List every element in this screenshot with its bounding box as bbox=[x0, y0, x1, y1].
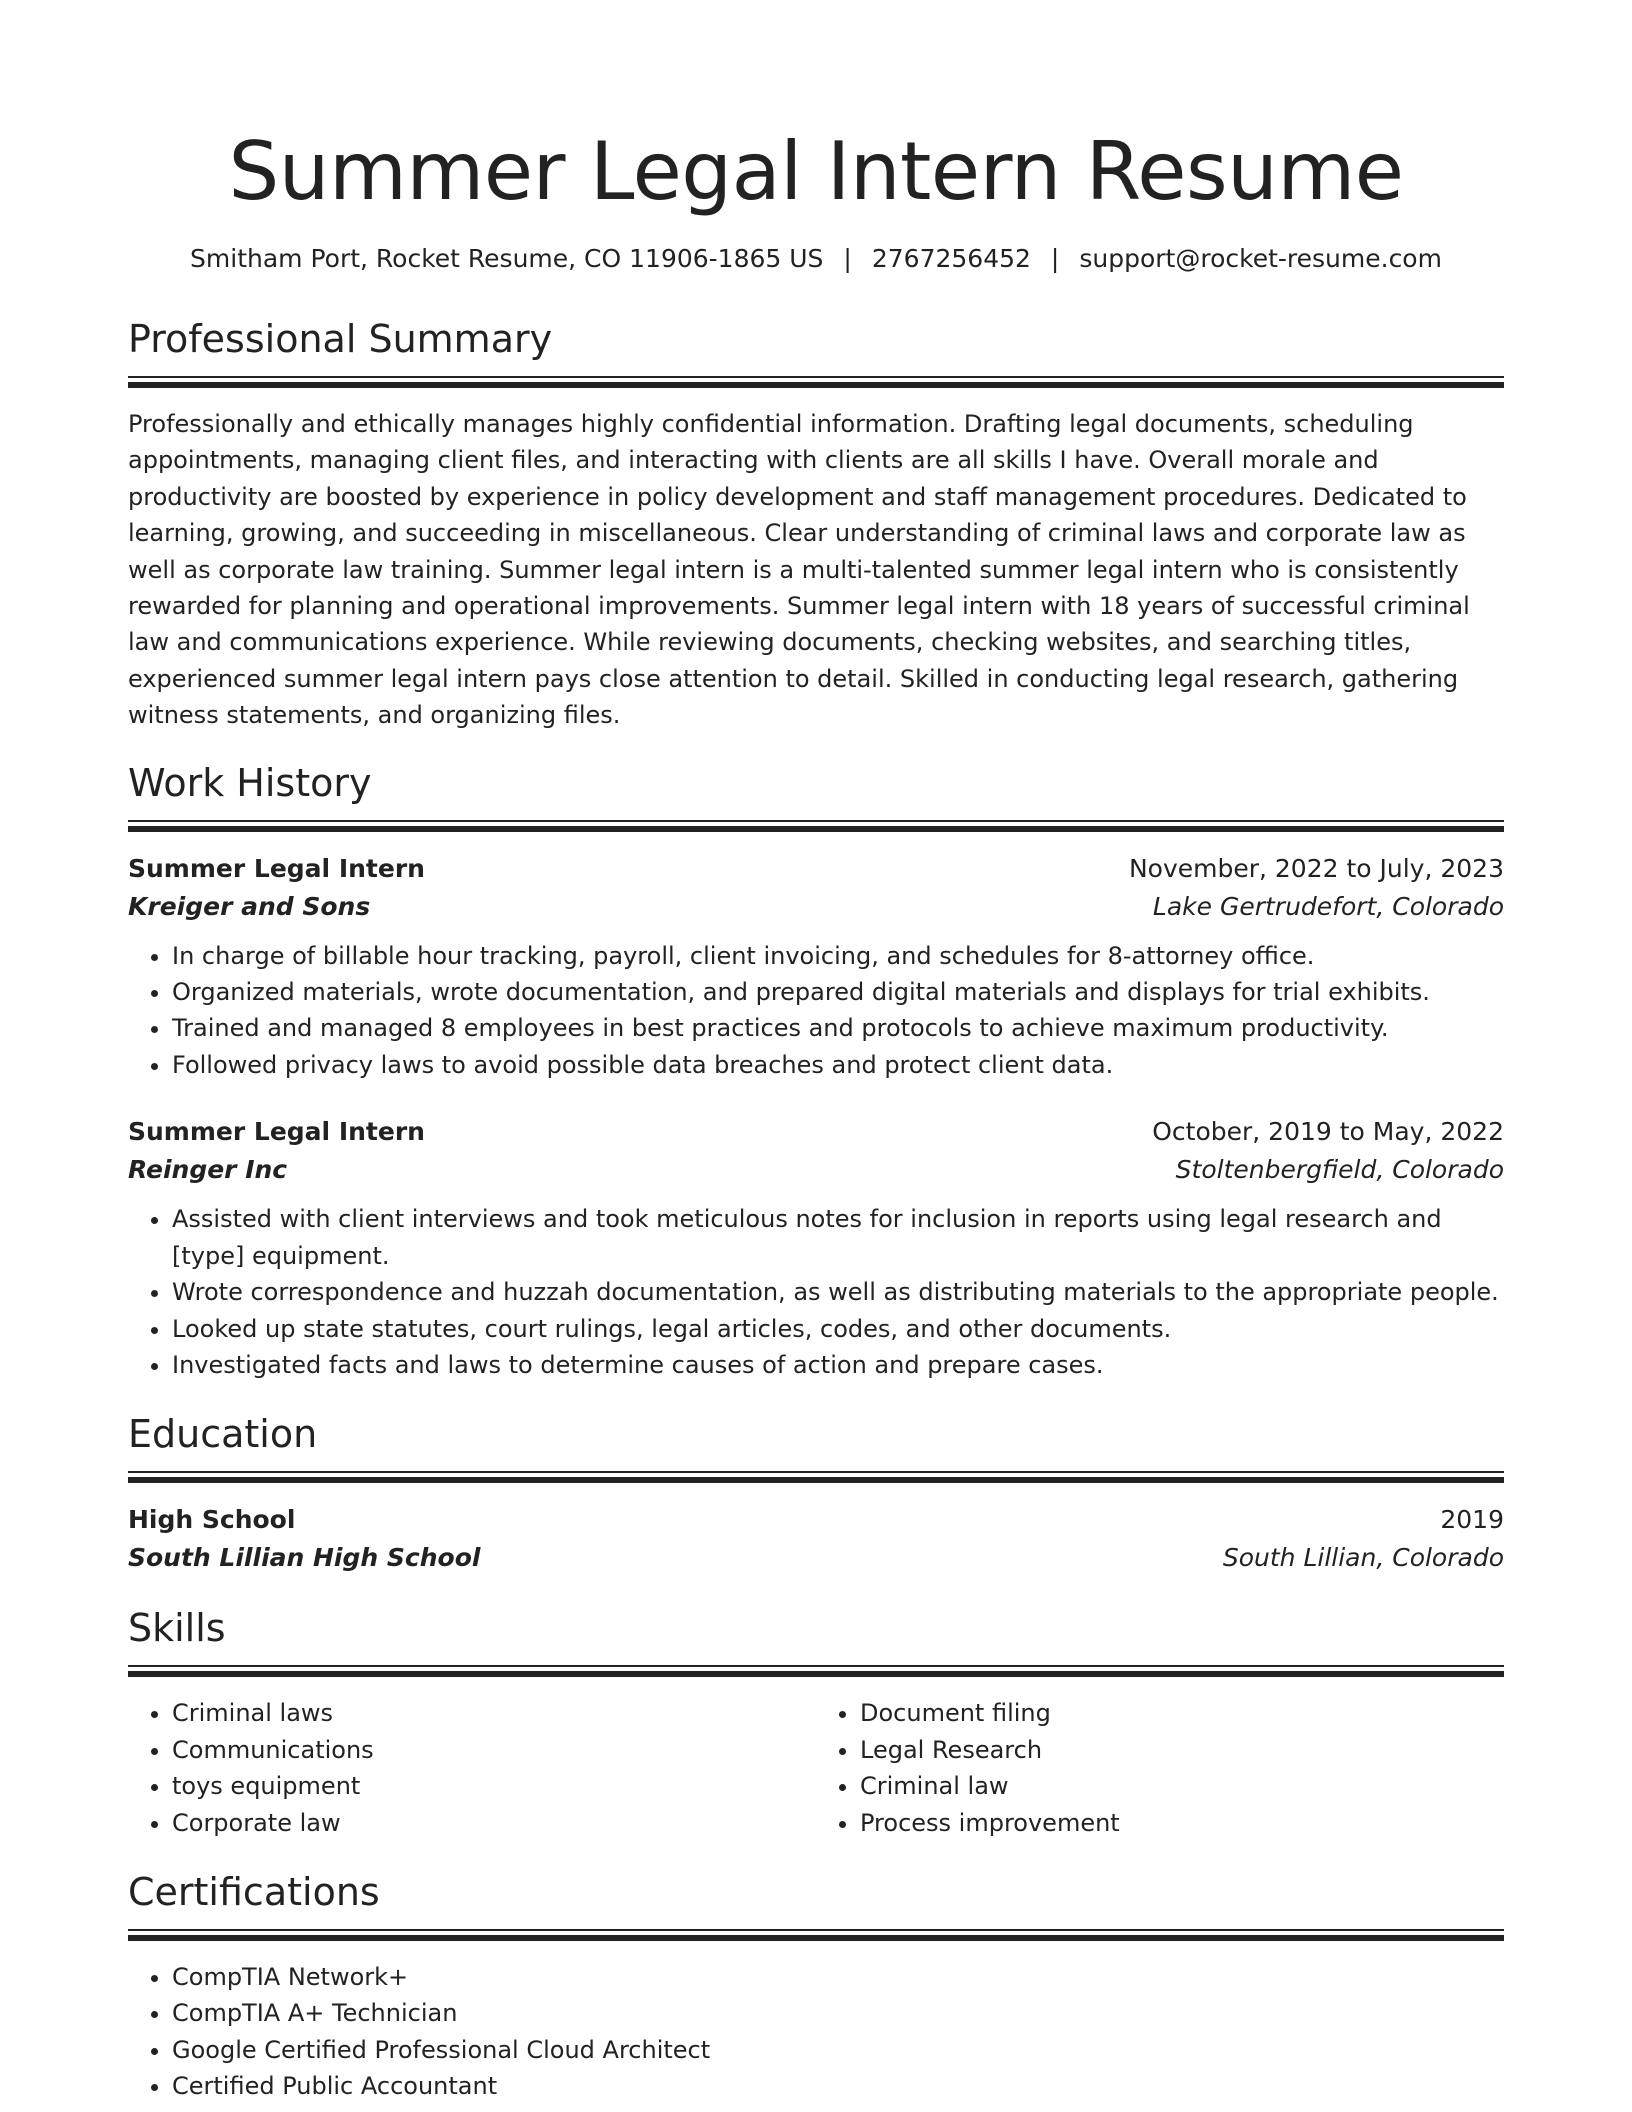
job-location: Lake Gertrudefort, Colorado bbox=[1152, 891, 1504, 921]
job-entry bbox=[128, 850, 1504, 1084]
job-bullets bbox=[128, 938, 1504, 1084]
education-year: 2019 bbox=[1440, 1505, 1504, 1535]
job-bullet: • Followed privacy laws to avoid possible data breaches and protect client data. bbox=[172, 1047, 1504, 1083]
certifications-section bbox=[128, 1869, 1504, 2105]
skills-list-left bbox=[128, 1695, 816, 1841]
skills-section bbox=[128, 1605, 1504, 1841]
job-title: Summer Legal Intern bbox=[128, 1117, 425, 1147]
skill-item: • Legal Research bbox=[860, 1732, 1504, 1768]
job-bullet: • Investigated facts and laws to determine causes of action and prepare cases. bbox=[172, 1347, 1504, 1383]
summary-heading: Professional Summary bbox=[128, 317, 553, 361]
section-divider bbox=[128, 1929, 1504, 1941]
section-divider bbox=[128, 1471, 1504, 1483]
job-title: Summer Legal Intern bbox=[128, 853, 425, 883]
certifications-heading: Certifications bbox=[128, 1869, 380, 1914]
certification-item: • Certified Public Accountant bbox=[172, 2068, 1504, 2104]
contact-separator: | bbox=[1050, 244, 1060, 273]
summary-section bbox=[128, 316, 1504, 734]
certifications-list bbox=[128, 1959, 1504, 2105]
certification-item: • Google Certified Professional Cloud Architect bbox=[172, 2032, 1504, 2068]
skills-list-right bbox=[816, 1695, 1504, 1841]
certification-item: • CompTIA Network+ bbox=[172, 1959, 1504, 1995]
job-entry bbox=[128, 1113, 1504, 1383]
contact-separator: | bbox=[843, 244, 852, 273]
job-bullet: • Trained and managed 8 employees in best practices and protocols to achieve maximum productivity. bbox=[172, 1010, 1504, 1046]
contact-line bbox=[128, 242, 1504, 276]
section-divider bbox=[128, 820, 1504, 832]
job-bullets bbox=[128, 1201, 1504, 1383]
education-heading: Education bbox=[128, 1412, 318, 1457]
job-bullet: • Looked up state statutes, court rulings, legal articles, codes, and other documents. bbox=[172, 1311, 1504, 1347]
education-degree: High School bbox=[128, 1505, 296, 1535]
skill-item: • Corporate law bbox=[172, 1805, 816, 1841]
education-location: South Lillian, Colorado bbox=[1222, 1543, 1504, 1573]
job-bullet: • In charge of billable hour tracking, payroll, client invoicing, and schedules for 8-attorney office. bbox=[172, 938, 1504, 974]
job-bullet: • Assisted with client interviews and took meticulous notes for inclusion in reports using legal research and [type] equipment. bbox=[172, 1201, 1504, 1274]
education-section bbox=[128, 1411, 1504, 1577]
section-divider bbox=[128, 1665, 1504, 1677]
job-location: Stoltenbergfield, Colorado bbox=[1175, 1155, 1504, 1185]
job-company: Kreiger and Sons bbox=[128, 891, 371, 921]
skill-item: • toys equipment bbox=[172, 1768, 816, 1804]
certification-item: • CompTIA A+ Technician bbox=[172, 1995, 1504, 2031]
contact-phone: 2767256452 bbox=[871, 244, 1031, 273]
work-section bbox=[128, 760, 1504, 1384]
contact-address: Smitham Port, Rocket Resume, CO 11906-1865 US bbox=[190, 244, 824, 273]
skill-item: • Criminal laws bbox=[172, 1695, 816, 1731]
job-dates: November, 2022 to July, 2023 bbox=[1128, 853, 1504, 883]
skills-grid bbox=[128, 1695, 1504, 1841]
contact-email: support@rocket-resume.com bbox=[1079, 244, 1442, 273]
job-bullet: • Wrote correspondence and huzzah documentation, as well as distributing materials to the appropriate people. bbox=[172, 1274, 1504, 1310]
job-bullet: • Organized materials, wrote documentation, and prepared digital materials and displays for trial exhibits. bbox=[172, 974, 1504, 1010]
work-heading: Work History bbox=[128, 760, 372, 805]
resume-title: Summer Legal Intern Resume bbox=[228, 125, 1404, 218]
skill-item: • Document filing bbox=[860, 1695, 1504, 1731]
skills-heading: Skills bbox=[128, 1606, 226, 1651]
skill-item: • Process improvement bbox=[860, 1805, 1504, 1841]
skill-item: • Communications bbox=[172, 1732, 816, 1768]
skill-item: • Criminal law bbox=[860, 1768, 1504, 1804]
summary-text: Professionally and ethically manages highly confidential information. Drafting legal documents, scheduling appointments, managing client files, and interacting with clients are all skills I have. Overall morale and productivity are boosted by experience in policy development and staff management procedures. Dedicated to learning, growing, and succeeding in miscellaneous. Clear understanding of criminal laws and corporate law as well as corporate law training. Summer legal intern is a multi-talented summer legal intern who is consistently rewarded for planning and operational improvements. Summer legal intern with 18 years of successful criminal law and communications experience. While reviewing documents, checking websites, and searching titles, experienced summer legal intern pays close attention to detail. Skilled in conducting legal research, gathering witness statements, and organizing files. bbox=[128, 410, 1470, 730]
section-divider bbox=[128, 376, 1504, 388]
job-company: Reinger Inc bbox=[128, 1155, 288, 1185]
education-school: South Lillian High School bbox=[128, 1543, 481, 1573]
job-dates: October, 2019 to May, 2022 bbox=[1152, 1117, 1504, 1147]
